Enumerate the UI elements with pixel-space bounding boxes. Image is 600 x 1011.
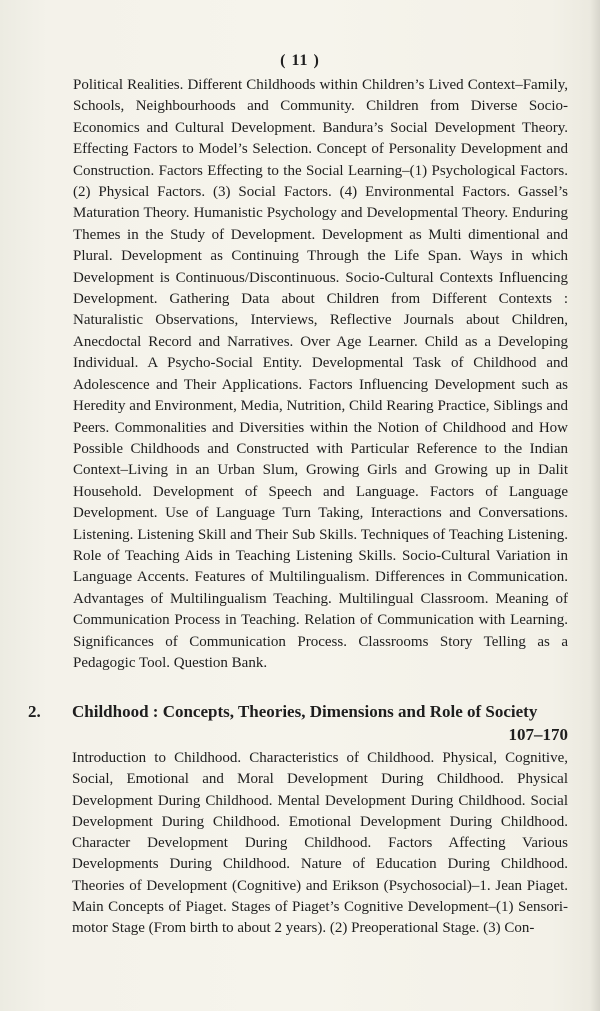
chapter-number: 2. <box>28 702 41 721</box>
chapter-entry <box>28 700 568 940</box>
chapter-title: Childhood : Concepts, Theories, Dimensions and Role of Society <box>72 702 538 721</box>
continuation-paragraph: Political Realities. Different Childhoods within Children’s Lived Context–Family, Schools, Neighbourhoods and Community. Children from Diverse Socio-Economics and Cultural Development. Bandura’s Social Development Theory. Effecting Factors to Model’s Selection. Concept of Personality Development and Construction. Factors Effecting to the Social Learning–(1) Psychological Factors. (2) Physical Factors. (3) Social Factors. (4) Environmental Factors. Gassel’s Maturation Theory. Humanistic Psychology and Developmental Theory. Enduring Themes in the Study of Development. Development as Multi dimentional and Plural. Development as Continuing Through the Life Span. Ways in which Development is Continuous/Discontinuous. Socio-Cultural Contexts Influencing Development. Gathering Data about Children from Different Contexts : Naturalistic Observations, Interviews, Reflective Journals about Children, Anecdoctal Record and Narratives. Over Age Learner. Child as a Developing Individual. A Psycho-Social Entity. Developmental Task of Childhood and Adolescence and Their Applications. Factors Influencing Development such as Heredity and Environment, Media, Nutrition, Child Rearing Practice, Siblings and Peers. Commonalities and Diversities within the Notion of Childhood and How Possible Childhoods and Constructed with Particular Reference to the Indian Context–Living in an Urban Slum, Growing Girls and Growing up in Dalit Household. Development of Speech and Language. Factors of Language Development. Use of Language Turn Taking, Interactions and Conversations. Listening. Listening Skill and Their Sub Skills. Techniques of Teaching Listening. Role of Teaching Aids in Teaching Listening Skills. Socio-Cultural Variation in Language Accents. Features of Multilingualism. Differences in Communication. Advantages of Multilingualism Teaching. Multilingual Classroom. Meaning of Communication Process in Teaching. Relation of Communication with Learning. Significances of Communication Process. Classrooms Story Telling as a Pedagogic Tool. Question Bank. <box>73 77 568 671</box>
chapter-page-range: 107–170 <box>508 725 568 744</box>
page-edge-shadow <box>590 0 600 1011</box>
chapter-heading <box>28 700 568 746</box>
continuation-text-block <box>73 75 568 674</box>
chapter-contents-text: Introduction to Childhood. Characteristics of Childhood. Physical, Cognitive, Social, Emotional and Moral Development During Childhood. Physical Development During Childhood. Mental Development During Childhood. Social Development During Childhood. Emotional Development During Childhood. Character Development During Childhood. Factors Affecting Various Developments During Childhood. Nature of Education During Childhood. Theories of Development (Cognitive) and Erikson (Psychosocial)–1. Jean Piaget. Main Concepts of Piaget. Stages of Piaget’s Cognitive Development–(1) Sensori-motor Stage (From birth to about 2 years). (2) Preoperational Stage. (3) Con- <box>72 750 568 937</box>
page-number: ( 11 ) <box>280 52 320 69</box>
chapter-title-wrap <box>72 700 568 746</box>
